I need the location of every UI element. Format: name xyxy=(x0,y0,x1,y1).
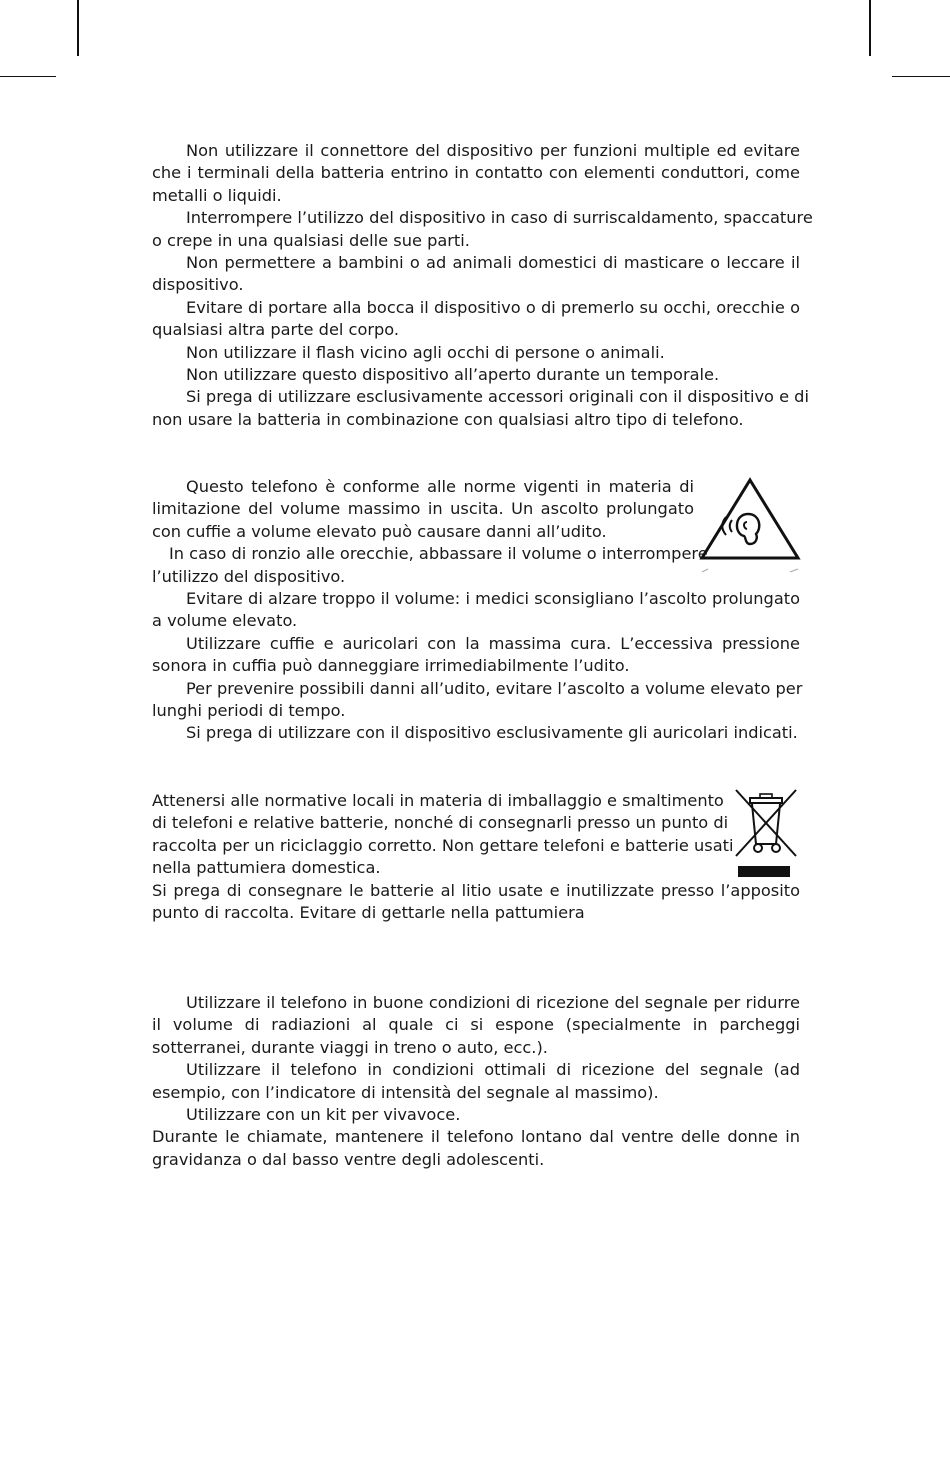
text-line: raccolta per un riciclaggio corretto. Non gettare telefoni e batterie usati xyxy=(152,835,734,855)
text-line: punto di raccolta. Evitare di gettarle nella pattumiera xyxy=(152,903,585,922)
text-line: Evitare di alzare troppo il volume: i medici sconsigliano l’ascolto prolungato xyxy=(186,589,800,608)
text-line: Durante le chiamate, mantenere il telefono lontano dal ventre delle donne in xyxy=(152,1127,800,1147)
text-line: Si prega di utilizzare con il dispositivo esclusivamente gli auricolari indicati. xyxy=(186,723,798,743)
text-line: Non permettere a bambini o ad animali domestici di masticare o leccare il xyxy=(186,253,800,272)
text-line: sotterranei, durante viaggi in treno o auto, ecc.). xyxy=(152,1037,548,1057)
text-line: nella pattumiera domestica. xyxy=(152,858,381,878)
text-line: lunghi periodi di tempo. xyxy=(152,701,346,720)
text-line: gravidanza o dal basso ventre degli adolescenti. xyxy=(152,1149,545,1169)
text-line: limitazione del volume massimo in uscita. Un ascolto prolungato xyxy=(152,499,694,519)
crop-mark-top-right-horizontal xyxy=(892,76,950,77)
text-line: Si prega di utilizzare esclusivamente accessori originali con il dispositivo e di xyxy=(186,387,809,407)
crop-mark-top-left-horizontal xyxy=(0,76,56,77)
crop-mark-top-right-vertical xyxy=(869,0,871,56)
text-line: Utilizzare il telefono in condizioni ottimali di ricezione del segnale (ad xyxy=(186,1060,800,1080)
text-line: Utilizzare cuffie e auricolari con la massima cura. L’eccessiva pressione xyxy=(186,633,800,653)
text-line: o crepe in una qualsiasi delle sue parti. xyxy=(152,230,470,250)
crossed-out-bin-icon xyxy=(732,786,802,880)
text-line: il volume di radiazioni al quale ci si espone (specialmente in parcheggi xyxy=(152,1015,800,1035)
text-line: Interrompere l’utilizzo del dispositivo in caso di surriscaldamento, spaccature xyxy=(186,208,813,228)
text-line: l’utilizzo del dispositivo. xyxy=(152,566,346,586)
text-line: Si prega di consegnare le batterie al litio usate e inutilizzate presso l’apposito xyxy=(152,880,800,900)
text-line: Attenersi alle normative locali in materia di imballaggio e smaltimento xyxy=(152,791,724,810)
text-line: dispositivo. xyxy=(152,275,244,295)
text-line: esempio, con l’indicatore di intensità del segnale al massimo). xyxy=(152,1082,659,1102)
text-line: sonora in cuffia può danneggiare irrimediabilmente l’udito. xyxy=(152,656,630,676)
text-line: non usare la batteria in combinazione con qualsiasi altro tipo di telefono. xyxy=(152,409,744,429)
text-line: qualsiasi altra parte del corpo. xyxy=(152,320,400,340)
text-line: di telefoni e relative batterie, nonché di consegnarli presso un punto di xyxy=(152,813,729,833)
text-line: Per prevenire possibili danni all’udito, evitare l’ascolto a volume elevato per xyxy=(186,678,803,698)
text-line: In caso di ronzio alle orecchie, abbassare il volume o interrompere xyxy=(169,544,708,564)
text-line: Utilizzare con un kit per vivavoce. xyxy=(186,1105,461,1124)
text-line: Non utilizzare il connettore del dispositivo per funzioni multiple ed evitare xyxy=(186,141,800,160)
text-line: Utilizzare il telefono in buone condizioni di ricezione del segnale per ridurre xyxy=(186,993,800,1012)
text-line: con cuffie a volume elevato può causare danni all’udito. xyxy=(152,521,607,541)
crop-mark-top-left-vertical xyxy=(77,0,79,56)
text-line: Evitare di portare alla bocca il dispositivo o di premerlo su occhi, orecchie o xyxy=(186,297,800,317)
text-line: metalli o liquidi. xyxy=(152,185,282,205)
text-line: Non utilizzare questo dispositivo all’aperto durante un temporale. xyxy=(186,365,720,384)
text-line: Non utilizzare il flash vicino agli occhi di persone o animali. xyxy=(186,342,665,362)
text-line: Questo telefono è conforme alle norme vigenti in materia di xyxy=(186,477,694,496)
hearing-warning-icon xyxy=(698,476,802,576)
text-line: a volume elevato. xyxy=(152,611,298,631)
text-line: che i terminali della batteria entrino in contatto con elementi conduttori, come xyxy=(152,163,800,183)
